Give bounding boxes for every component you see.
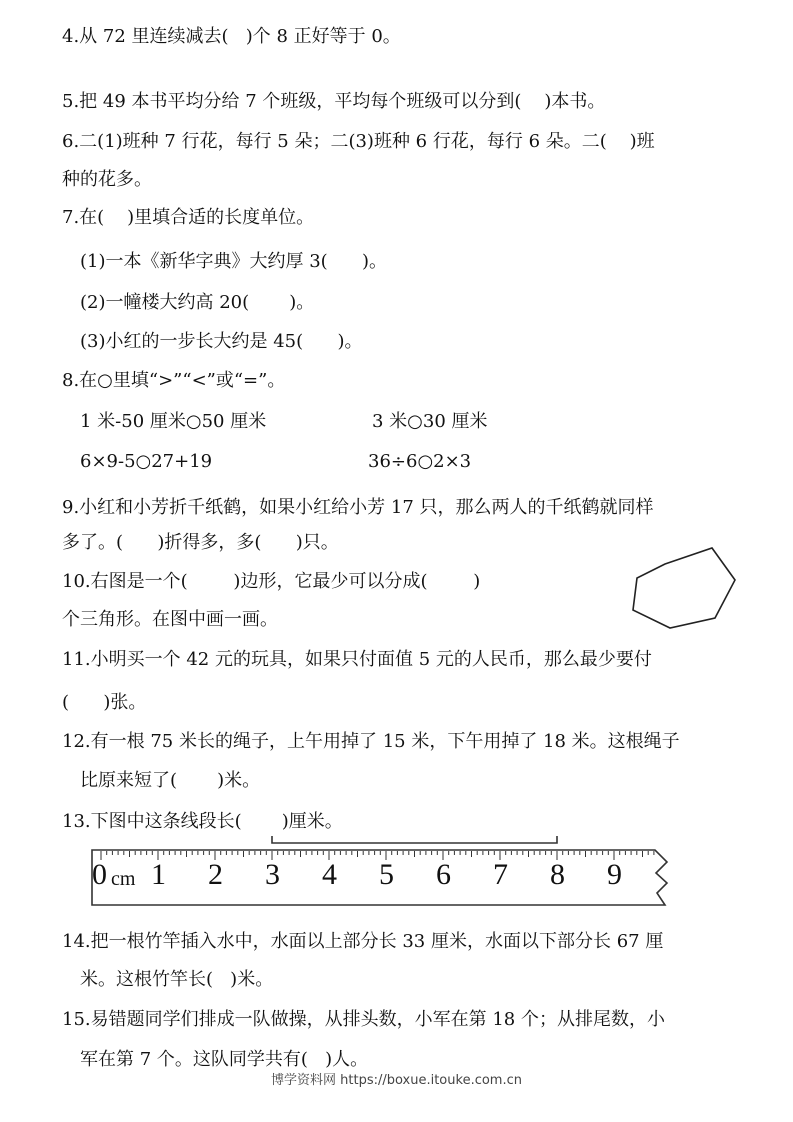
question-8-a: 1 米-50 厘米○50 厘米 — [80, 411, 267, 432]
question-14: 14.把一根竹竿插入水中，水面以上部分长 33 厘米，水面以下部分长 67 厘 — [62, 931, 664, 952]
line-segment — [272, 836, 557, 843]
ruler-label-0: 0 — [92, 858, 107, 891]
question-13: 13.下图中这条线段长( )厘米。 — [62, 811, 343, 832]
question-6-cont: 种的花多。 — [62, 169, 152, 190]
question-9-cont: 多了。( )折得多，多( )只。 — [62, 532, 339, 553]
ruler-label-5: 5 — [379, 858, 394, 891]
question-14-cont: 米。这根竹竿长( )米。 — [80, 969, 274, 990]
ruler-label-6: 6 — [436, 858, 451, 891]
question-7: 7.在( )里填合适的长度单位。 — [62, 207, 315, 228]
ruler-label-8: 8 — [550, 858, 565, 891]
question-11: 11.小明买一个 42 元的玩具，如果只付面值 5 元的人民币，那么最少要付 — [62, 649, 652, 670]
question-12-cont: 比原来短了( )米。 — [80, 770, 261, 791]
question-15-cont: 军在第 7 个。这队同学共有( )人。 — [80, 1049, 369, 1070]
question-10: 10.右图是一个( )边形，它最少可以分成( ) — [62, 571, 481, 592]
ruler-unit: cm — [111, 868, 136, 890]
question-8-d: 36÷6○2×3 — [368, 451, 472, 472]
question-6: 6.二(1)班种 7 行花，每行 5 朵；二(3)班种 6 行花，每行 6 朵。二( )班 — [62, 131, 655, 152]
ruler-label-4: 4 — [322, 858, 337, 891]
question-7-3: (3)小红的一步长大约是 45( )。 — [80, 331, 363, 352]
ruler-label-3: 3 — [265, 858, 280, 891]
question-4: 4.从 72 里连续减去( )个 8 正好等于 0。 — [62, 26, 401, 47]
ruler-label-9: 9 — [607, 858, 622, 891]
ruler-label-1: 1 — [151, 858, 166, 891]
question-7-2: (2)一幢楼大约高 20( )。 — [80, 292, 315, 313]
question-8: 8.在○里填“>”“<”或“=”。 — [62, 370, 286, 391]
question-12: 12.有一根 75 米长的绳子，上午用掉了 15 米，下午用掉了 18 米。这根绳子 — [62, 731, 680, 752]
question-9: 9.小红和小芳折千纸鹤，如果小红给小芳 17 只，那么两人的千纸鹤就同样 — [62, 497, 654, 518]
question-11-cont: ( )张。 — [62, 692, 147, 713]
question-7-1: (1)一本《新华字典》大约厚 3( )。 — [80, 251, 388, 272]
question-15: 15.易错题同学们排成一队做操，从排头数，小军在第 18 个；从排尾数，小 — [62, 1009, 665, 1030]
footer-watermark: 博学资料网 https://boxue.itouke.com.cn — [271, 1073, 522, 1088]
question-8-c: 6×9-5○27+19 — [80, 451, 213, 472]
ruler-label-2: 2 — [208, 858, 223, 891]
question-5: 5.把 49 本书平均分给 7 个班级，平均每个班级可以分到( )本书。 — [62, 91, 606, 112]
question-10-cont: 个三角形。在图中画一画。 — [62, 609, 278, 630]
ruler-label-7: 7 — [493, 858, 508, 891]
question-8-b: 3 米○30 厘米 — [372, 411, 488, 432]
